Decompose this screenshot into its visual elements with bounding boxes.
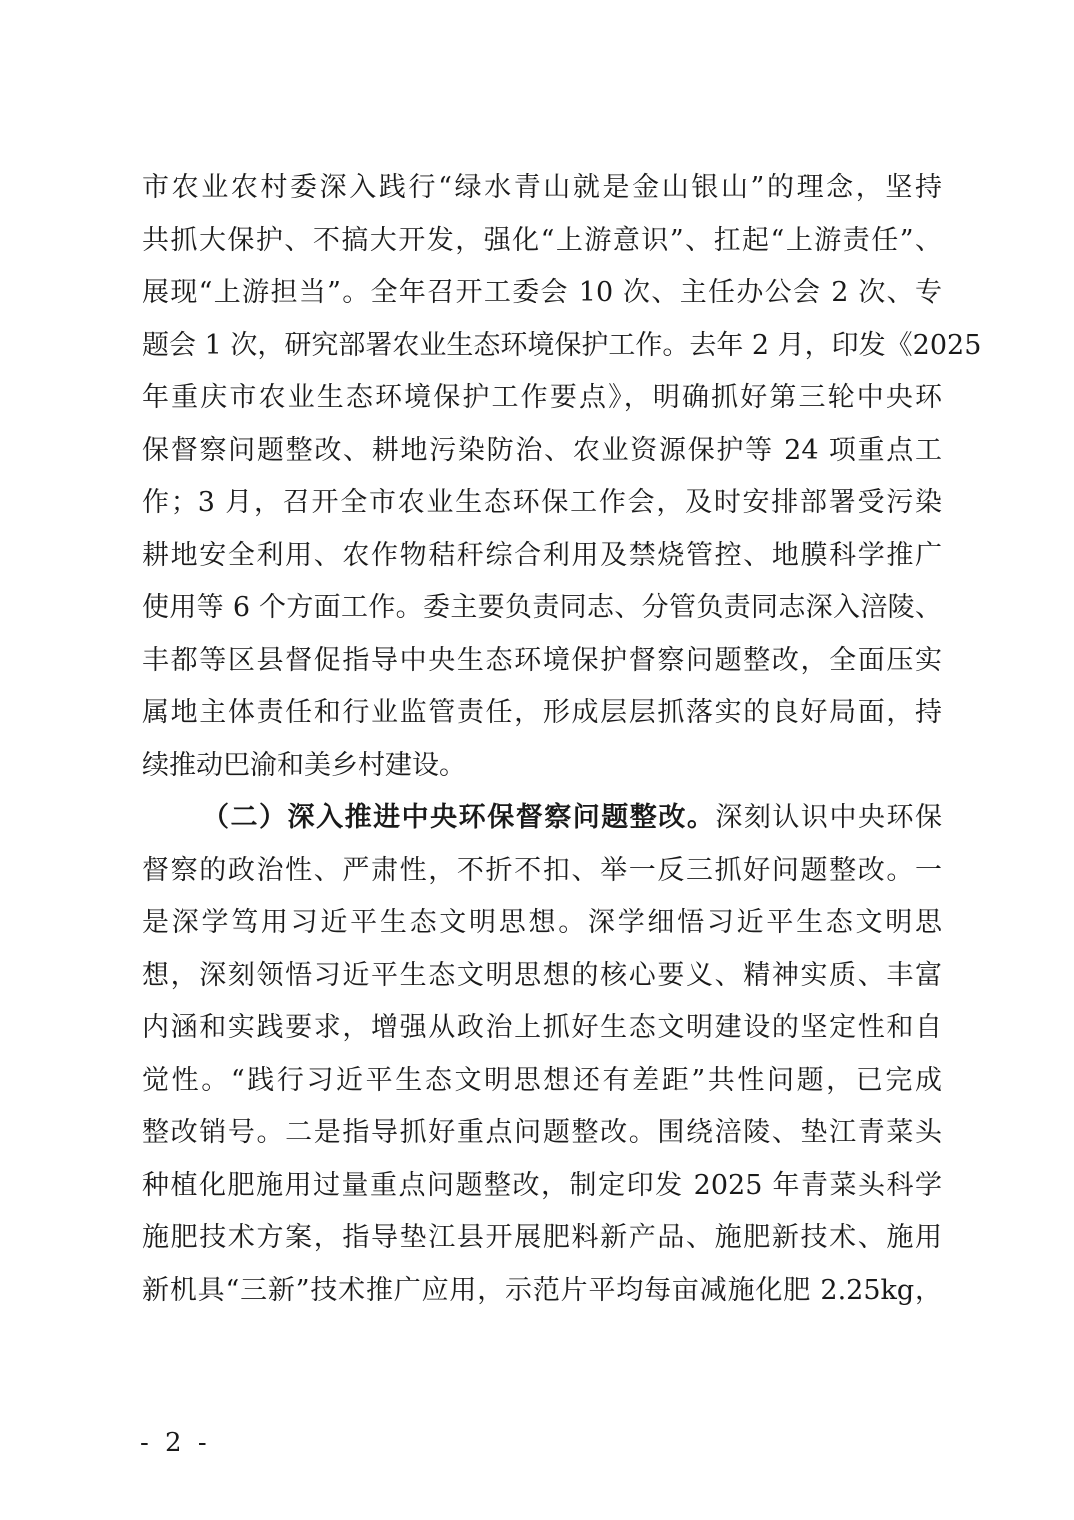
section-heading: （二）深入推进中央环保督察问题整改。 [202, 802, 716, 833]
text-line: 市农业农村委深入践行“绿水青山就是金山银山”的理念，坚持 [142, 172, 942, 203]
text-line: 整改销号。二是指导抓好重点问题整改。围绕涪陵、垫江青菜头 [142, 1117, 942, 1148]
text-line: 共抓大保护、不搞大开发，强化“上游意识”、扛起“上游责任”、 [142, 224, 942, 256]
text-line: 题会 1 次，研究部署农业生态环境保护工作。去年 2 月，印发《2025 [142, 329, 982, 361]
text-line: 续推动巴渝和美乡村建设。 [142, 749, 466, 781]
text-line: 是深学笃用习近平生态文明思想。深学细悟习近平生态文明思 [142, 907, 942, 938]
text-line: 展现“上游担当”。全年召开工委会 10 次、主任办公会 2 次、专 [142, 277, 942, 308]
text-line: 使用等 6 个方面工作。委主要负责同志、分管负责同志深入涪陵、 [142, 592, 942, 623]
paragraph-1 [142, 162, 982, 792]
text-line: 施肥技术方案，指导垫江县开展肥料新产品、施肥新技术、施用 [142, 1222, 942, 1253]
text-line: 保督察问题整改、耕地污染防治、农业资源保护等 24 项重点工 [142, 434, 942, 466]
text-line: 丰都等区县督促指导中央生态环境保护督察问题整改，全面压实 [142, 644, 942, 676]
paragraph-2 [142, 792, 942, 1317]
text-line: 耕地安全利用、农作物秸秆综合利用及禁烧管控、地膜科学推广 [142, 539, 942, 571]
section-heading-line [142, 792, 942, 845]
body-text [142, 162, 982, 1317]
heading-line-rest: 深刻认识中央环保 [715, 802, 942, 833]
text-line: 督察的政治性、严肃性，不折不扣、举一反三抓好问题整改。一 [142, 854, 942, 886]
text-line: 内涵和实践要求，增强从政治上抓好生态文明建设的坚定性和自 [142, 1012, 942, 1043]
text-line: 新机具“三新”技术推广应用，示范片平均每亩减施化肥 2.25kg， [142, 1274, 942, 1306]
text-line: 种植化肥施用过量重点问题整改，制定印发 2025 年青菜头科学 [142, 1169, 942, 1201]
page-number: - 2 - [140, 1428, 211, 1458]
text-line: 属地主体责任和行业监管责任，形成层层抓落实的良好局面，持 [142, 697, 942, 728]
text-line: 想，深刻领悟习近平生态文明思想的核心要义、精神实质、丰富 [142, 959, 942, 991]
text-line: 年重庆市农业生态环境保护工作要点》，明确抓好第三轮中央环 [142, 382, 942, 413]
text-line: 觉性。“践行习近平生态文明思想还有差距”共性问题，已完成 [142, 1064, 942, 1096]
text-line: 作；3 月，召开全市农业生态环保工作会，及时安排部署受污染 [142, 487, 942, 518]
